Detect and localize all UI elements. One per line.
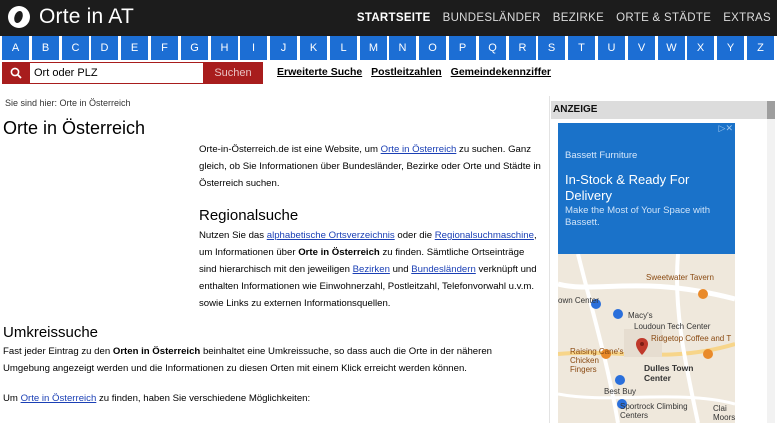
- letter-l[interactable]: L: [330, 36, 357, 60]
- umkreis-bold: Orten in Österreich: [112, 346, 201, 357]
- letter-x[interactable]: X: [687, 36, 714, 60]
- heading-regionalsuche: Regionalsuche: [199, 207, 299, 224]
- sidebar-divider: [549, 96, 550, 423]
- link-postleitzahlen[interactable]: Postleitzahlen: [371, 66, 442, 78]
- link-bezirken[interactable]: Bezirken: [352, 264, 390, 275]
- search-row: [0, 62, 777, 86]
- letter-h[interactable]: H: [211, 36, 238, 60]
- letter-z[interactable]: Z: [747, 36, 774, 60]
- map-label: Macy's: [628, 311, 653, 320]
- search-input[interactable]: [30, 63, 203, 83]
- regional-text: , um Informationen über: [199, 230, 537, 258]
- regional-text: und: [389, 264, 412, 275]
- link-orte-in-oesterreich-2[interactable]: Orte in Österreich: [20, 393, 97, 404]
- letter-g[interactable]: G: [181, 36, 208, 60]
- search-button[interactable]: Suchen: [203, 62, 263, 84]
- letter-b[interactable]: B: [32, 36, 59, 60]
- link-erweiterte-suche[interactable]: Erweiterte Suche: [277, 66, 363, 78]
- ad-label: ANZEIGE: [551, 101, 767, 119]
- regional-text: zu finden. Sämtliche Ortseinträge sind hierarchisch mit den jeweiligen: [199, 247, 525, 275]
- nav-extras[interactable]: EXTRAS: [723, 12, 771, 24]
- moeglichkeiten-paragraph: [3, 390, 503, 407]
- letter-w[interactable]: W: [658, 36, 685, 60]
- search-links: [277, 66, 557, 78]
- letter-d[interactable]: D: [91, 36, 118, 60]
- umkreis-text: beinhaltet eine Umkreissuche, so dass auch die Orte in der näheren Umgebung angezeigt werden und die Informationen zu diesen Orten mit einem Klick erreicht werden können.: [3, 346, 493, 374]
- letter-q[interactable]: Q: [479, 36, 506, 60]
- link-gemeindekennziffer[interactable]: Gemeindekennziffer: [450, 66, 552, 78]
- link-bundeslaendern[interactable]: Bundesländern: [411, 264, 476, 275]
- letter-n[interactable]: N: [389, 36, 416, 60]
- intro-text-end: zu suchen. Ganz gleich, ob Sie Informationen über Bundesländer, Bezirke oder Orte und Städte in Österreich suchen.: [199, 144, 541, 189]
- letter-f[interactable]: F: [151, 36, 178, 60]
- letter-e[interactable]: E: [121, 36, 148, 60]
- link-regionalsuchmaschine[interactable]: Regionalsuchmaschine: [434, 230, 534, 241]
- link-ortsverzeichnis[interactable]: alphabetische Ortsverzeichnis: [266, 230, 395, 241]
- letter-k[interactable]: K: [300, 36, 327, 60]
- alphabet-bar: [0, 36, 777, 62]
- map-label: Dulles Town Center: [644, 363, 694, 383]
- nav-startseite[interactable]: STARTSEITE: [356, 12, 431, 24]
- map-label: Ridgetop Coffee and T: [651, 334, 732, 343]
- moeglichkeiten-text: Um: [3, 393, 21, 404]
- ad-map[interactable]: [558, 254, 735, 423]
- intro-text: Orte-in-Österreich.de ist eine Website, um: [199, 144, 381, 155]
- map-label: own Center: [558, 296, 599, 305]
- search-form: [2, 62, 263, 84]
- ad-subtext: Make the Most of Your Space with Bassett.: [565, 205, 711, 228]
- nav-orte-staedte[interactable]: ORTE & STÄDTE: [616, 12, 712, 24]
- map-label: Clai Moors: [713, 404, 735, 422]
- site-title: Orte in AT: [39, 5, 134, 28]
- ad-banner[interactable]: [558, 123, 735, 254]
- letter-v[interactable]: V: [628, 36, 655, 60]
- map-label: Sportrock Climbing Centers: [620, 402, 688, 420]
- ad-brand: Bassett Furniture: [565, 150, 638, 161]
- letter-j[interactable]: J: [270, 36, 297, 60]
- heading-umkreissuche: Umkreissuche: [3, 324, 99, 341]
- letter-c[interactable]: C: [62, 36, 89, 60]
- logo-icon: [6, 4, 32, 30]
- map-label: Raising Cane's Chicken Fingers: [570, 347, 624, 374]
- main-nav: [345, 12, 771, 24]
- top-navigation-bar: [0, 0, 777, 36]
- moeglichkeiten-text: zu finden, haben Sie verschiedene Möglichkeiten:: [96, 393, 311, 404]
- letter-m[interactable]: M: [360, 36, 387, 60]
- regional-text: Nutzen Sie das: [199, 230, 267, 241]
- letter-p[interactable]: P: [449, 36, 476, 60]
- letter-s[interactable]: S: [538, 36, 565, 60]
- page-title: Orte in Österreich: [3, 118, 146, 138]
- letter-t[interactable]: T: [568, 36, 595, 60]
- nav-bundeslaender[interactable]: BUNDESLÄNDER: [442, 12, 541, 24]
- letter-r[interactable]: R: [509, 36, 536, 60]
- letter-o[interactable]: O: [419, 36, 446, 60]
- letter-a[interactable]: A: [2, 36, 29, 60]
- map-label: Loudoun Tech Center: [634, 322, 711, 331]
- nav-bezirke[interactable]: BEZIRKE: [552, 12, 605, 24]
- site-logo[interactable]: [6, 4, 134, 30]
- regional-bold: Orte in Österreich: [298, 247, 380, 258]
- map-label: Sweetwater Tavern: [646, 273, 714, 282]
- ad-close-icon[interactable]: ▷✕: [718, 123, 733, 133]
- advertisement[interactable]: [558, 123, 735, 423]
- letter-u[interactable]: U: [598, 36, 625, 60]
- scrollbar-thumb[interactable]: [767, 101, 775, 119]
- sidebar-scrollbar[interactable]: [767, 101, 775, 423]
- regional-text: verknüpft und enthalten Informationen wie Einwohnerzahl, Postleitzahl, Telefonvorwahl u.v.m. sowie Links zu externen Informationsquellen.: [199, 264, 537, 309]
- search-icon[interactable]: [2, 62, 30, 84]
- regional-text: oder die: [394, 230, 435, 241]
- breadcrumb: Sie sind hier: Orte in Österreich: [5, 98, 131, 108]
- map-label: Best Buy: [604, 387, 637, 396]
- ad-headline: In-Stock & Ready For Delivery: [565, 172, 690, 203]
- regional-paragraph: [199, 227, 544, 312]
- umkreis-text: Fast jeder Eintrag zu den: [3, 346, 113, 357]
- link-orte-in-oesterreich[interactable]: Orte in Österreich: [380, 144, 457, 155]
- letter-i[interactable]: I: [240, 36, 267, 60]
- intro-paragraph: [199, 141, 544, 192]
- umkreis-paragraph: [3, 343, 493, 377]
- letter-y[interactable]: Y: [717, 36, 744, 60]
